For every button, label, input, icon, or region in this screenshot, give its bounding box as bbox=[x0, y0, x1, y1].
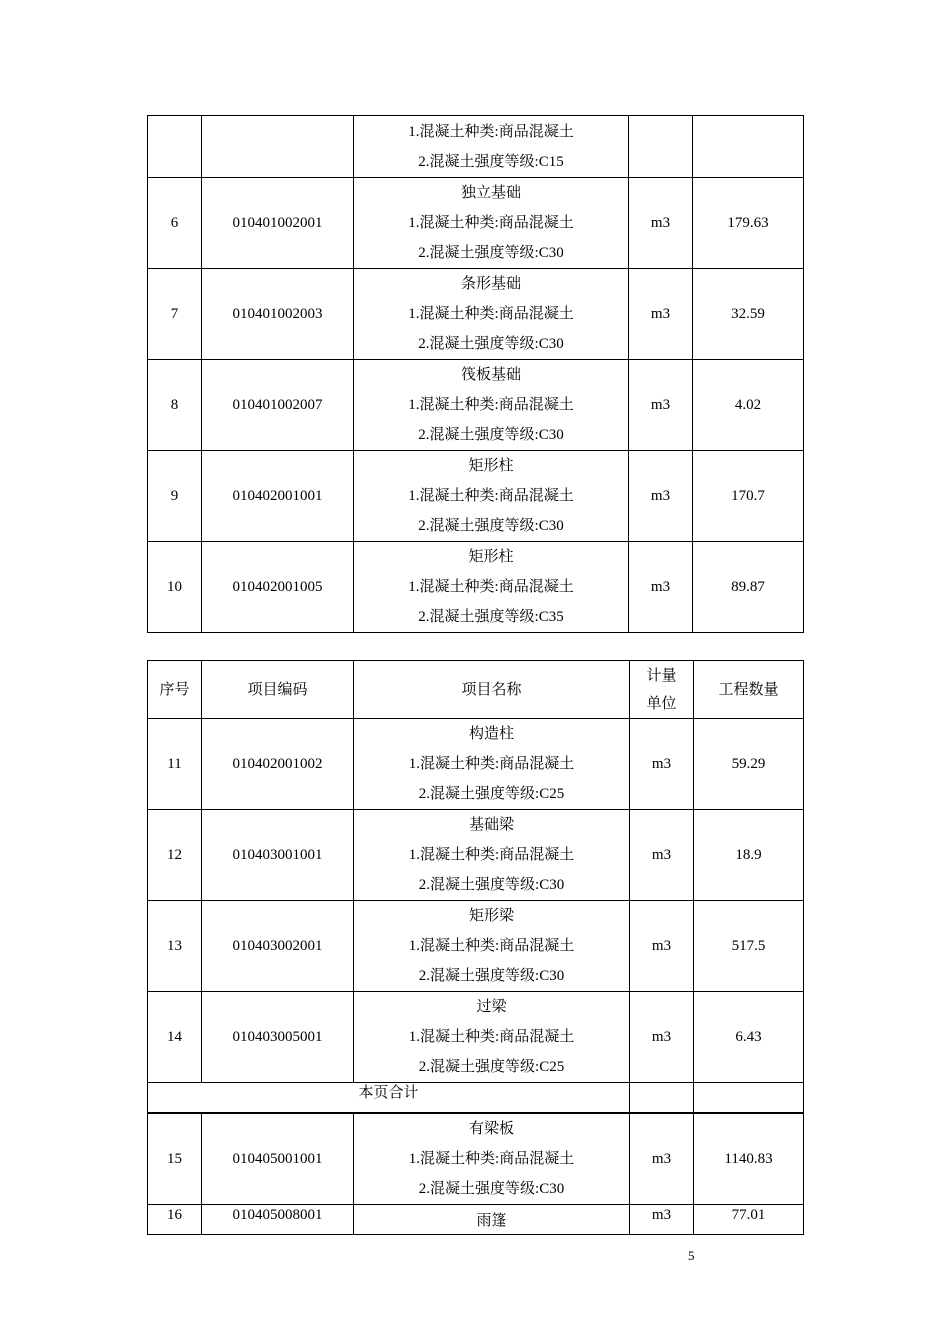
header-qty: 工程数量 bbox=[694, 661, 804, 719]
qty-cell: 59.29 bbox=[694, 719, 804, 810]
item-name: 矩形梁 bbox=[468, 908, 514, 924]
table-row bbox=[148, 116, 804, 178]
unit-cell: m3 bbox=[629, 178, 693, 269]
spec-line-1: 1.混凝土种类:商品混凝土 bbox=[408, 579, 574, 595]
seq-cell: 16 bbox=[148, 1205, 202, 1235]
name-cell bbox=[354, 542, 629, 633]
name-cell bbox=[354, 178, 629, 269]
spec-line-1: 1.混凝土种类:商品混凝土 bbox=[408, 1151, 575, 1167]
seq-cell: 11 bbox=[148, 719, 202, 810]
name-cell bbox=[354, 810, 630, 901]
unit-cell bbox=[629, 116, 693, 178]
unit-cell: m3 bbox=[629, 269, 693, 360]
name-cell: 雨篷 bbox=[354, 1205, 630, 1235]
item-name: 筏板基础 bbox=[460, 367, 521, 383]
item-name: 基础梁 bbox=[468, 817, 514, 833]
page-number: 5 bbox=[688, 1248, 695, 1263]
table-row bbox=[148, 451, 804, 542]
spec-line-1: 1.混凝土种类:商品混凝土 bbox=[408, 488, 574, 504]
unit-cell: m3 bbox=[630, 719, 694, 810]
spec-line-2: 2.混凝土强度等级:C15 bbox=[418, 153, 564, 170]
qty-cell: 6.43 bbox=[694, 992, 804, 1083]
name-cell bbox=[354, 992, 630, 1083]
table-row bbox=[148, 360, 804, 451]
code-cell: 010401002007 bbox=[202, 360, 354, 451]
unit-cell: m3 bbox=[629, 360, 693, 451]
table-row bbox=[148, 901, 804, 992]
spec-line-2: 2.混凝土强度等级:C30 bbox=[418, 245, 564, 261]
unit-cell: m3 bbox=[630, 901, 694, 992]
name-cell bbox=[354, 269, 629, 360]
spec-line-2: 2.混凝土强度等级:C30 bbox=[418, 336, 564, 352]
item-name: 矩形柱 bbox=[468, 549, 514, 565]
unit-cell: m3 bbox=[630, 810, 694, 901]
code-cell: 010401002001 bbox=[202, 178, 354, 269]
code-cell bbox=[202, 116, 354, 178]
seq-cell: 10 bbox=[148, 542, 202, 633]
unit-cell: m3 bbox=[629, 542, 693, 633]
seq-cell: 6 bbox=[148, 178, 202, 269]
table-row bbox=[148, 1113, 804, 1205]
header-seq: 序号 bbox=[148, 661, 202, 719]
qty-cell: 1140.83 bbox=[694, 1113, 804, 1205]
name-cell bbox=[354, 360, 629, 451]
name-cell bbox=[354, 901, 630, 992]
header-unit-line-1: 计量 bbox=[646, 667, 677, 684]
spec-line-2: 2.混凝土强度等级:C30 bbox=[418, 1181, 565, 1197]
name-cell bbox=[354, 116, 629, 178]
header-code: 项目编码 bbox=[202, 661, 354, 719]
seq-cell: 12 bbox=[148, 810, 202, 901]
spec-line-1: 1.混凝土种类:商品混凝土 bbox=[408, 397, 574, 413]
unit-cell: m3 bbox=[630, 1113, 694, 1205]
code-cell: 010402001001 bbox=[202, 451, 354, 542]
item-name: 独立基础 bbox=[460, 185, 521, 201]
table-row bbox=[148, 719, 804, 810]
table-header-row bbox=[148, 661, 804, 719]
unit-cell: m3 bbox=[630, 992, 694, 1083]
subtotal-unit bbox=[630, 1083, 694, 1114]
unit-cell: m3 bbox=[629, 451, 693, 542]
unit-cell: m3 bbox=[630, 1205, 694, 1235]
header-name: 项目名称 bbox=[354, 661, 630, 719]
spec-line-1: 1.混凝土种类:商品混凝土 bbox=[408, 756, 575, 772]
header-unit bbox=[630, 661, 694, 719]
subtotal-label: 本页合计 bbox=[148, 1083, 630, 1114]
seq-cell: 7 bbox=[148, 269, 202, 360]
seq-cell: 8 bbox=[148, 360, 202, 451]
spec-line-1: 1.混凝土种类:商品混凝土 bbox=[408, 1029, 575, 1045]
code-cell: 010405001001 bbox=[202, 1113, 354, 1205]
spec-line-2: 2.混凝土强度等级:C30 bbox=[418, 427, 564, 443]
item-name: 矩形柱 bbox=[468, 458, 514, 474]
code-cell: 010403002001 bbox=[202, 901, 354, 992]
qty-cell: 170.7 bbox=[693, 451, 804, 542]
item-name: 有梁板 bbox=[468, 1121, 514, 1137]
table-row bbox=[148, 542, 804, 633]
code-cell: 010403005001 bbox=[202, 992, 354, 1083]
spec-line-2: 2.混凝土强度等级:C30 bbox=[418, 518, 564, 534]
qty-cell: 18.9 bbox=[694, 810, 804, 901]
qty-cell: 32.59 bbox=[693, 269, 804, 360]
qty-cell: 77.01 bbox=[694, 1205, 804, 1235]
code-cell: 010403001001 bbox=[202, 810, 354, 901]
seq-cell: 15 bbox=[148, 1113, 202, 1205]
quantity-table-bottom bbox=[147, 660, 804, 1235]
name-cell bbox=[354, 1113, 630, 1205]
table-row bbox=[148, 269, 804, 360]
spec-line-2: 2.混凝土强度等级:C30 bbox=[418, 968, 565, 984]
seq-cell: 9 bbox=[148, 451, 202, 542]
spec-line-1: 1.混凝土种类:商品混凝土 bbox=[408, 847, 575, 863]
code-cell: 010402001002 bbox=[202, 719, 354, 810]
seq-cell bbox=[148, 116, 202, 178]
spec-line-2: 2.混凝土强度等级:C30 bbox=[418, 877, 565, 893]
item-name: 过梁 bbox=[476, 999, 507, 1015]
code-cell: 010401002003 bbox=[202, 269, 354, 360]
subtotal-row bbox=[148, 1083, 804, 1114]
spec-line-2: 2.混凝土强度等级:C25 bbox=[418, 1059, 565, 1075]
spec-line-1: 1.混凝土种类:商品混凝土 bbox=[408, 938, 575, 954]
qty-cell: 89.87 bbox=[693, 542, 804, 633]
seq-cell: 14 bbox=[148, 992, 202, 1083]
qty-cell: 4.02 bbox=[693, 360, 804, 451]
spec-line-1: 1.混凝土种类:商品混凝土 bbox=[408, 215, 574, 231]
qty-cell bbox=[693, 116, 804, 178]
code-cell: 010405008001 bbox=[202, 1205, 354, 1235]
quantity-table-top bbox=[147, 115, 804, 633]
seq-cell: 13 bbox=[148, 901, 202, 992]
header-unit-line-2: 单位 bbox=[646, 695, 677, 712]
spec-line-1: 1.混凝土种类:商品混凝土 bbox=[408, 123, 574, 140]
item-name: 构造柱 bbox=[468, 726, 514, 742]
qty-cell: 517.5 bbox=[694, 901, 804, 992]
table-row bbox=[148, 1205, 804, 1235]
subtotal-qty bbox=[694, 1083, 804, 1114]
table-row bbox=[148, 178, 804, 269]
item-name: 条形基础 bbox=[460, 276, 521, 292]
spec-line-1: 1.混凝土种类:商品混凝土 bbox=[408, 306, 574, 322]
spec-line-2: 2.混凝土强度等级:C25 bbox=[418, 786, 565, 802]
code-cell: 010402001005 bbox=[202, 542, 354, 633]
spec-line-2: 2.混凝土强度等级:C35 bbox=[418, 609, 564, 625]
name-cell bbox=[354, 719, 630, 810]
table-row bbox=[148, 992, 804, 1083]
qty-cell: 179.63 bbox=[693, 178, 804, 269]
name-cell bbox=[354, 451, 629, 542]
table-row bbox=[148, 810, 804, 901]
